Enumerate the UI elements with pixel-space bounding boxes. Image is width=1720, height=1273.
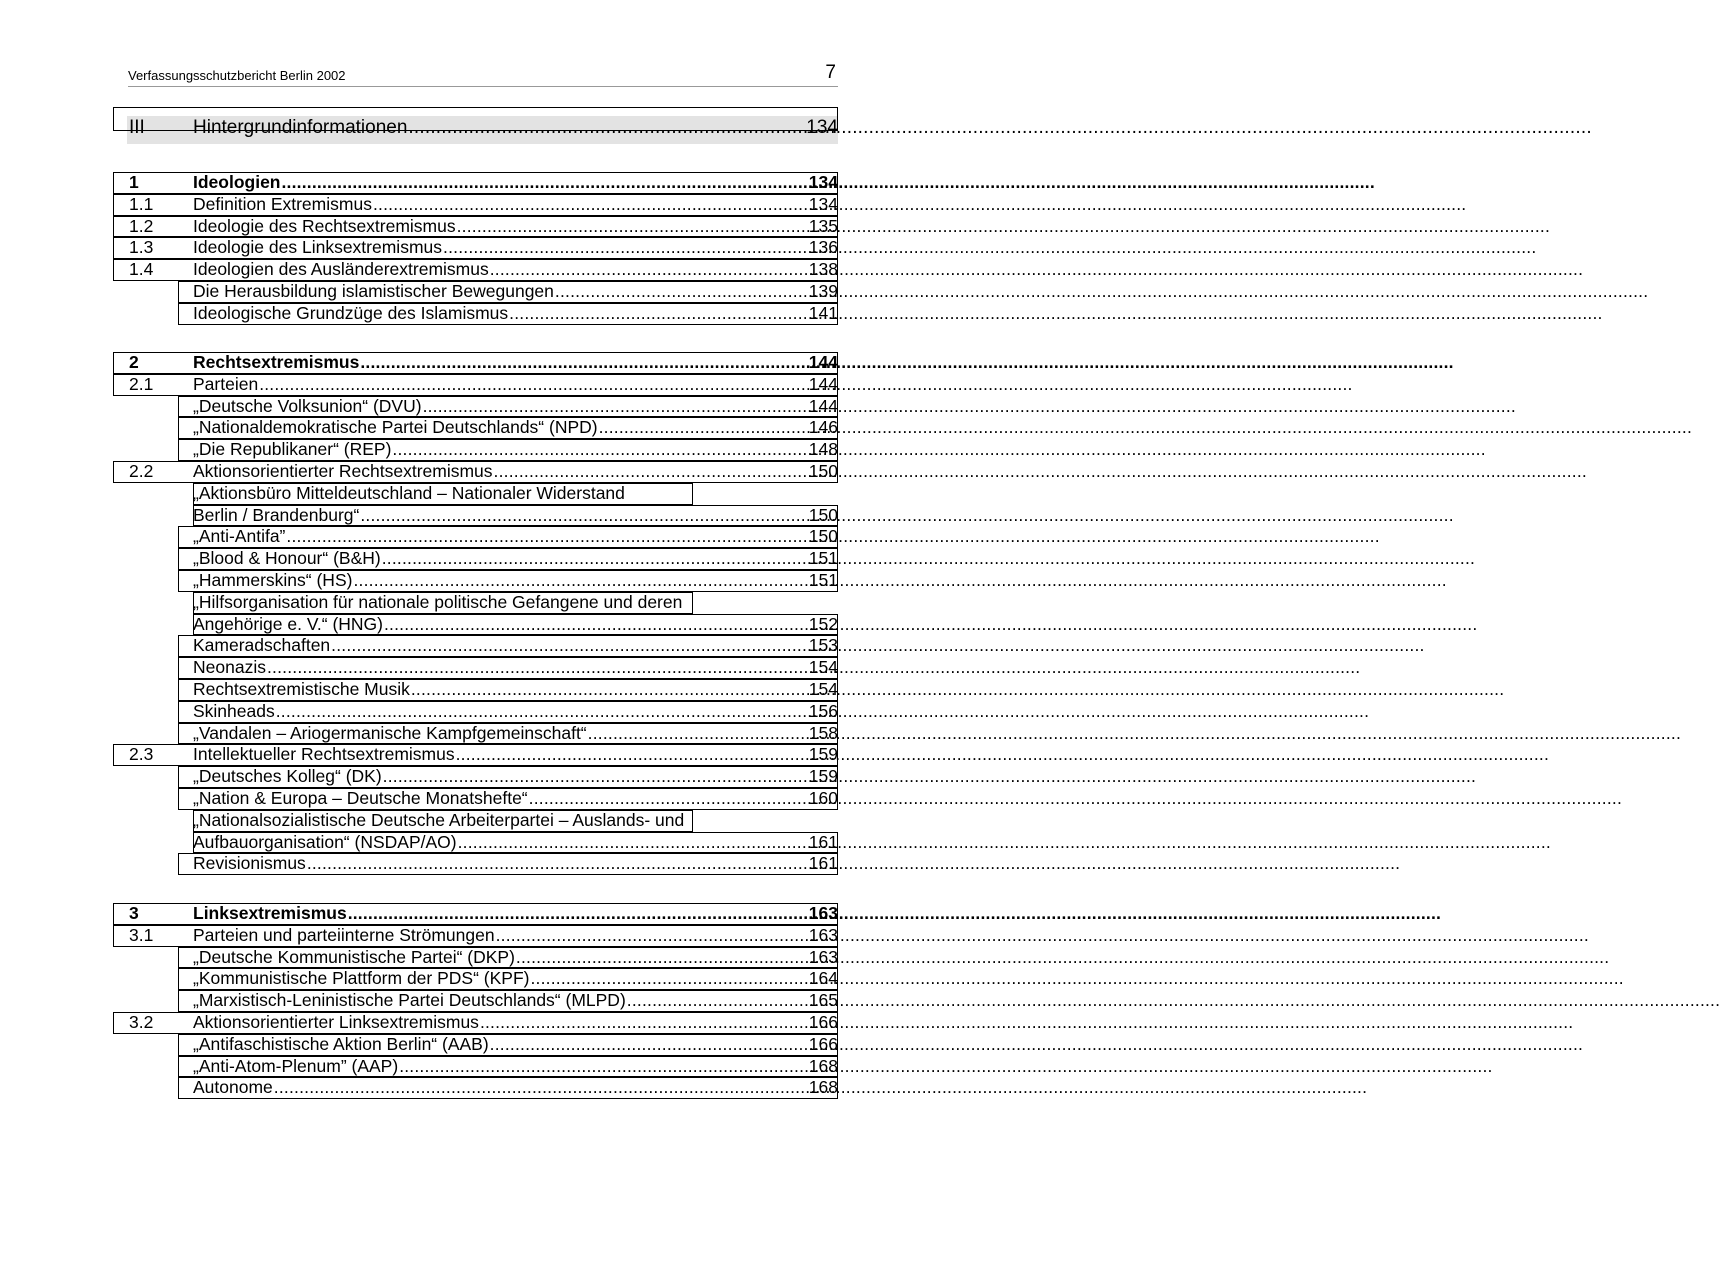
- entry-title-line1: „Nationalsozialistische Deutsche Arbeiterpartei – Auslands- und: [193, 809, 685, 830]
- toc-entry[interactable]: [193, 396, 838, 417]
- dot-leader: [490, 1034, 808, 1055]
- entry-title: Autonome: [193, 1077, 273, 1098]
- toc-entry[interactable]: [193, 679, 838, 700]
- toc-entry[interactable]: [193, 947, 838, 968]
- dot-leader: [599, 417, 808, 438]
- entry-number: 1.2: [129, 215, 154, 236]
- entry-page: 156: [808, 700, 838, 721]
- dot-leader: [307, 853, 808, 874]
- toc-entry[interactable]: [193, 614, 838, 635]
- dot-leader: [588, 723, 808, 744]
- entry-page: 148: [808, 439, 838, 460]
- dot-leader: [529, 788, 808, 809]
- entry-title: Die Herausbildung islamistischer Bewegungen: [193, 281, 554, 301]
- section-heading[interactable]: [193, 172, 838, 193]
- dot-leader: [457, 216, 808, 237]
- dot-leader: [458, 832, 808, 853]
- dot-leader: [490, 259, 808, 280]
- entry-page: 134: [808, 172, 838, 192]
- entry-title: Rechtsextremismus: [193, 352, 360, 372]
- entry-title: Ideologische Grundzüge des Islamismus: [193, 302, 509, 323]
- toc-entry[interactable]: [193, 1012, 838, 1033]
- part-number: III: [129, 117, 145, 138]
- entry-page: 159: [808, 744, 838, 765]
- toc-entry[interactable]: [193, 925, 838, 946]
- dot-leader: [408, 117, 805, 138]
- entry-page: 136: [808, 237, 838, 258]
- entry-page: 144: [808, 395, 838, 416]
- toc-entry[interactable]: [193, 374, 838, 395]
- dot-leader: [555, 281, 808, 302]
- entry-title: Aktionsorientierter Linksextremismus: [193, 1012, 479, 1032]
- dot-leader: [383, 766, 808, 787]
- dot-leader: [509, 303, 808, 324]
- entry-title: „Marxistisch-Leninistische Partei Deutschlands“ (MLPD): [193, 990, 626, 1011]
- dot-leader: [411, 679, 808, 700]
- entry-title: „Anti-Antifa”: [193, 526, 286, 547]
- entry-page: 141: [808, 302, 838, 323]
- dot-leader: [353, 570, 807, 591]
- entry-number: 2.2: [129, 461, 154, 481]
- toc-entry[interactable]: [193, 1056, 838, 1077]
- entry-number: 1: [129, 172, 139, 192]
- entry-page: 163: [808, 946, 838, 967]
- dot-leader: [348, 903, 808, 924]
- entry-page: 164: [808, 968, 838, 989]
- entry-title: Neonazis: [193, 657, 266, 678]
- dot-leader: [286, 526, 807, 547]
- entry-number: 2.1: [129, 373, 154, 394]
- toc-entry[interactable]: [193, 461, 838, 482]
- entry-title: „Nation & Europa – Deutsche Monatshefte“: [193, 788, 528, 808]
- dot-leader: [276, 701, 808, 722]
- entry-page: 163: [808, 924, 838, 945]
- entry-page: 134: [806, 117, 838, 138]
- toc-entry[interactable]: [193, 744, 838, 765]
- entry-title: Linksextremismus: [193, 903, 347, 923]
- dot-leader: [274, 1077, 808, 1098]
- entry-title: Aktionsorientierter Rechtsextremismus: [193, 461, 493, 481]
- toc-entry[interactable]: [193, 417, 838, 438]
- entry-number: 1.4: [129, 259, 154, 280]
- dot-leader: [282, 172, 808, 193]
- dot-leader: [516, 947, 808, 968]
- page-number: 7: [825, 62, 836, 83]
- part-heading-entry[interactable]: [193, 117, 838, 138]
- toc-entry[interactable]: [193, 1034, 838, 1055]
- dot-leader: [331, 635, 808, 656]
- entry-number: 1.3: [129, 237, 154, 258]
- entry-title: „Anti-Atom-Plenum” (AAP): [193, 1055, 399, 1076]
- dot-leader: [392, 439, 807, 460]
- entry-page: 161: [808, 831, 838, 852]
- entry-page: 144: [808, 352, 838, 372]
- dot-leader: [399, 1056, 808, 1077]
- entry-page: 135: [808, 215, 838, 236]
- entry-title: Parteien und parteiinterne Strömungen: [193, 924, 495, 945]
- entry-title: „Antifaschistische Aktion Berlin“ (AAB): [193, 1033, 489, 1054]
- entry-page: 150: [808, 526, 838, 547]
- entry-title: „Nationaldemokratische Partei Deutschlands“ (NPD): [193, 417, 598, 438]
- entry-page: 134: [808, 193, 838, 214]
- entry-number: 3: [129, 903, 139, 923]
- dot-leader: [382, 548, 808, 569]
- entry-title-line1: „Hilfsorganisation für nationale politische Gefangene und deren: [193, 591, 683, 612]
- dot-leader: [627, 990, 808, 1011]
- toc-entry[interactable]: [193, 526, 838, 547]
- entry-title: „Blood & Honour“ (B&H): [193, 548, 381, 569]
- toc-entry[interactable]: [193, 303, 838, 324]
- entry-title: Definition Extremismus: [193, 193, 372, 214]
- page-header: [128, 62, 838, 87]
- entry-page: 154: [808, 657, 838, 678]
- entry-page: 144: [808, 373, 838, 394]
- section-heading[interactable]: [193, 903, 838, 924]
- entry-page: 159: [808, 766, 838, 787]
- entry-title: Ideologie des Linksextremismus: [193, 237, 443, 258]
- entry-page: 160: [808, 788, 838, 808]
- dot-leader: [360, 505, 807, 526]
- entry-number: 2.3: [129, 744, 154, 765]
- entry-page: 150: [808, 504, 838, 525]
- entry-page: 153: [808, 635, 838, 656]
- dot-leader: [480, 1012, 808, 1033]
- toc-entry[interactable]: [193, 281, 838, 302]
- entry-page: 154: [808, 679, 838, 699]
- dot-leader: [384, 614, 808, 635]
- entry-page: 166: [808, 1012, 838, 1032]
- entry-title: Hintergrundinformationen: [193, 117, 408, 138]
- entry-page: 151: [808, 548, 838, 569]
- dot-leader: [443, 237, 808, 258]
- entry-title: Ideologie des Rechtsextremismus: [193, 215, 456, 236]
- toc-entry[interactable]: [193, 194, 838, 215]
- entry-title: „Vandalen – Ariogermanische Kampfgemeinschaft“: [193, 722, 587, 743]
- toc-entry[interactable]: [193, 216, 838, 237]
- entry-title: Skinheads: [193, 700, 275, 721]
- toc-entry[interactable]: [193, 832, 838, 853]
- entry-number: 3.1: [129, 924, 154, 945]
- dot-leader: [496, 925, 808, 946]
- entry-page: 161: [808, 853, 838, 874]
- entry-title: Aufbauorganisation“ (NSDAP/AO): [193, 831, 457, 852]
- entry-number: 1.1: [129, 193, 154, 214]
- toc-entry[interactable]: [193, 701, 838, 722]
- dot-leader: [373, 194, 808, 215]
- toc-entry[interactable]: [193, 439, 838, 460]
- section-heading[interactable]: [193, 352, 838, 373]
- toc-entry[interactable]: [193, 788, 838, 809]
- entry-title: „Hammerskins“ (HS): [193, 570, 353, 590]
- entry-page: 158: [808, 722, 838, 743]
- entry-number: 3.2: [129, 1012, 154, 1032]
- dot-leader: [423, 396, 808, 417]
- dot-leader: [360, 352, 807, 373]
- toc-entry[interactable]: [193, 259, 838, 280]
- entry-number: 2: [129, 352, 139, 372]
- toc-entry[interactable]: [193, 723, 838, 744]
- entry-page: 168: [808, 1055, 838, 1076]
- entry-page: 165: [808, 990, 838, 1011]
- toc-entry[interactable]: [193, 657, 838, 678]
- dot-leader: [456, 744, 808, 765]
- toc-entry[interactable]: [193, 237, 838, 258]
- entry-title: Intellektueller Rechtsextremismus: [193, 744, 455, 765]
- entry-title: „Deutsches Kolleg“ (DK): [193, 766, 382, 787]
- entry-page: 163: [808, 903, 838, 923]
- entry-title: Revisionismus: [193, 853, 306, 874]
- dot-leader: [494, 461, 808, 482]
- report-title: Verfassungsschutzbericht Berlin 2002: [128, 68, 346, 83]
- toc-entry[interactable]: [193, 548, 838, 569]
- entry-title: Parteien: [193, 373, 259, 394]
- toc-entry[interactable]: [193, 968, 838, 989]
- dot-leader: [259, 374, 808, 395]
- dot-leader: [530, 968, 807, 989]
- entry-title: Ideologien des Ausländerextremismus: [193, 259, 489, 280]
- toc-entry[interactable]: [193, 1077, 838, 1098]
- toc-entry[interactable]: [193, 635, 838, 656]
- entry-page: 168: [808, 1077, 838, 1098]
- entry-page: 166: [808, 1033, 838, 1054]
- entry-title: „Deutsche Kommunistische Partei“ (DKP): [193, 946, 515, 967]
- entry-title-line1: „Aktionsbüro Mitteldeutschland – Nationaler Widerstand: [193, 482, 625, 503]
- entry-title: Berlin / Brandenburg“: [193, 504, 360, 525]
- entry-title: Ideologien: [193, 172, 281, 192]
- toc-entry[interactable]: [193, 505, 838, 526]
- toc-entry[interactable]: [193, 990, 838, 1011]
- entry-title: Kameradschaften: [193, 635, 331, 656]
- entry-title: „Die Republikaner“ (REP): [193, 439, 392, 460]
- entry-page: 150: [808, 461, 838, 481]
- toc-entry[interactable]: [193, 766, 838, 787]
- toc-entry[interactable]: [193, 570, 838, 591]
- toc-entry[interactable]: [193, 853, 838, 874]
- entry-title: Angehörige e. V.“ (HNG): [193, 613, 383, 634]
- entry-page: 138: [808, 259, 838, 280]
- dot-leader: [267, 657, 808, 678]
- entry-page: 139: [808, 281, 838, 301]
- entry-title: Rechtsextremistische Musik: [193, 679, 410, 699]
- entry-title: „Deutsche Volksunion“ (DVU): [193, 395, 422, 416]
- entry-title: „Kommunistische Plattform der PDS“ (KPF): [193, 968, 530, 989]
- entry-page: 151: [808, 570, 838, 590]
- entry-page: 152: [808, 613, 838, 634]
- entry-page: 146: [808, 417, 838, 438]
